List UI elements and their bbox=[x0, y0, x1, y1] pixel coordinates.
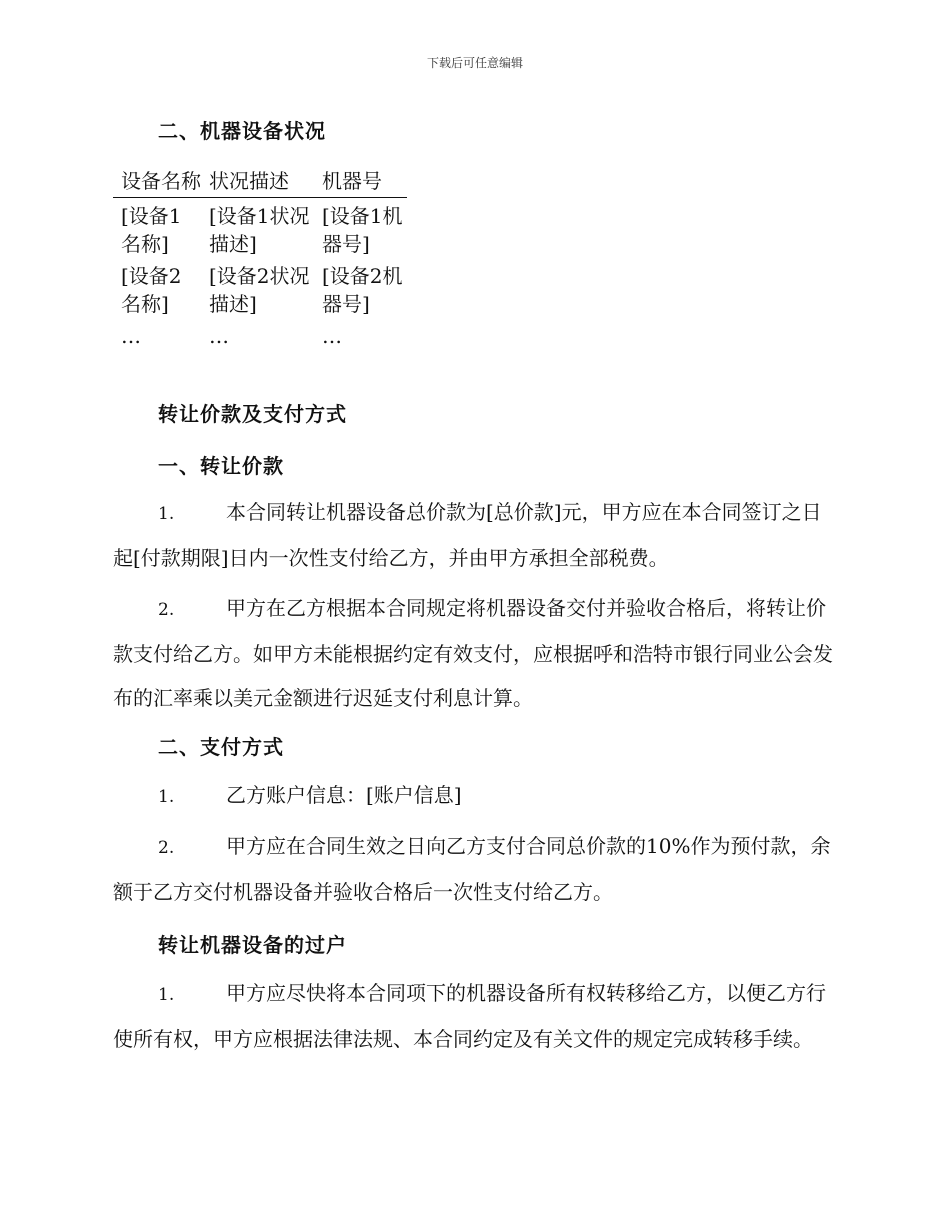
table-cell: [设备2机器号] bbox=[322, 264, 403, 316]
header-status-description: 状况描述 bbox=[201, 167, 314, 198]
clause-number: 2. bbox=[158, 838, 175, 858]
clause-number: 1. bbox=[158, 985, 175, 1005]
header-note: 下载后可任意编辑 bbox=[426, 56, 523, 70]
table-row bbox=[113, 258, 407, 318]
table-cell: [设备2名称] bbox=[121, 264, 182, 316]
price-section-heading: 转让价款及支付方式 bbox=[158, 402, 347, 426]
clause-number: 1. bbox=[158, 787, 175, 807]
table-cell: [设备1名称] bbox=[121, 204, 182, 256]
table-cell: … bbox=[121, 324, 141, 348]
clause-text: 乙方账户信息：[账户信息] bbox=[226, 783, 462, 807]
clause-text: 甲方在乙方根据本合同规定将机器设备交付并验收合格后，将转让价款支付给乙方。如甲方未能根据约定有效支付，应根据呼和浩特市银行同业公会发布的汇率乘以美元金额进行迟延支付利息计算。 bbox=[113, 596, 833, 710]
table-cell: [设备1状况描述] bbox=[209, 204, 310, 256]
header-machine-number: 机器号 bbox=[314, 167, 407, 198]
payment-clause-1 bbox=[113, 773, 833, 819]
header-equipment-name: 设备名称 bbox=[113, 167, 201, 198]
clause-text: 甲方应在合同生效之日向乙方支付合同总价款的10%作为预付款，余额于乙方交付机器设备并验收合格后一次性支付给乙方。 bbox=[113, 834, 831, 904]
equipment-table bbox=[113, 167, 407, 350]
table-cell: … bbox=[209, 324, 229, 348]
price-clause-1 bbox=[113, 490, 833, 580]
equipment-table-wrapper bbox=[113, 167, 418, 350]
clause-text: 本合同转让机器设备总价款为[总价款]元，甲方应在本合同签订之日起[付款期限]日内一次性支付给乙方，并由甲方承担全部税费。 bbox=[113, 500, 822, 570]
equipment-section-heading: 二、机器设备状况 bbox=[158, 119, 326, 143]
table-cell: [设备1机器号] bbox=[322, 204, 403, 256]
payment-method-heading: 二、支付方式 bbox=[158, 735, 284, 759]
clause-number: 1. bbox=[158, 504, 175, 524]
table-cell: … bbox=[322, 324, 342, 348]
payment-clause-2 bbox=[113, 824, 833, 914]
table-cell: [设备2状况描述] bbox=[209, 264, 310, 316]
price-clause-2 bbox=[113, 586, 833, 720]
transfer-price-heading: 一、转让价款 bbox=[158, 454, 284, 478]
transfer-section-heading: 转让机器设备的过户 bbox=[158, 933, 347, 957]
table-header-row bbox=[113, 167, 407, 198]
clause-text: 甲方应尽快将本合同项下的机器设备所有权转移给乙方，以便乙方行使所有权，甲方应根据法律法规、本合同约定及有关文件的规定完成转移手续。 bbox=[113, 981, 826, 1051]
table-row bbox=[113, 198, 407, 259]
transfer-clause-1 bbox=[113, 971, 833, 1061]
clause-number: 2. bbox=[158, 600, 175, 620]
table-row bbox=[113, 318, 407, 350]
